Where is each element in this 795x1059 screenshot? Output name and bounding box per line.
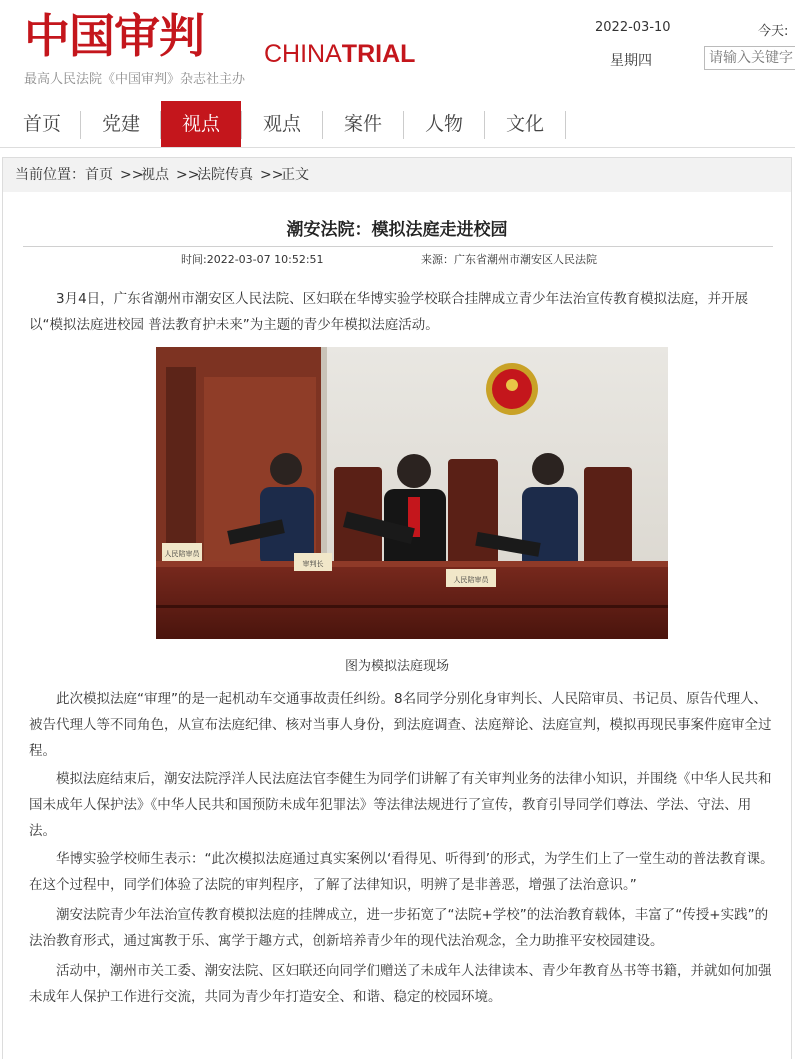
nav-divider: [565, 111, 566, 139]
site-subtitle: 最高人民法院《中国审判》杂志社主办: [24, 72, 246, 87]
article-paragraph: 活动中，潮州市关工委、潮安法院、区妇联还向同学们赠送了未成年人法律读本、青少年教育丛书等书籍，并就如何加强未成年人保护工作进行交流，共同为青少年打造安全、和谐、稳定的校园环境。: [29, 963, 772, 1005]
article-paragraph: 3月4日，广东省潮州市潮安区人民法院、区妇联在华博实验学校联合挂牌成立青少年法治宣传教育模拟法庭，并开展以“模拟法庭进校园 普法教育护未来”为主题的青少年模拟法庭活动。: [29, 291, 749, 333]
breadcrumb-separator: >>: [260, 167, 284, 183]
logo-en-china: CHINA: [264, 40, 342, 68]
breadcrumb-current: 正文: [281, 167, 309, 183]
breadcrumb-separator: >>: [120, 167, 144, 183]
breadcrumb-court-news[interactable]: 法院传真: [197, 167, 253, 183]
article-paragraph: 华博实验学校师生表示：“此次模拟法庭通过真实案例以‘看得见、听得到’的形式，为学生们上了一堂生动的普法教育课。在这个过程中，同学们体验了法院的审判程序，了解了法律知识，明辨了是非善恶，增强了法治意识。”: [29, 851, 774, 893]
nav-item-people[interactable]: 人物: [424, 113, 463, 135]
nav-item-culture[interactable]: 文化: [505, 113, 544, 135]
search-input[interactable]: [704, 46, 795, 70]
today-label: 今天:: [758, 24, 789, 39]
main-nav: [0, 101, 795, 148]
article-time: 时间:2022-03-07 10:52:51: [181, 253, 324, 266]
article-title: 潮安法院：模拟法庭走进校园: [286, 220, 508, 240]
nav-item-party[interactable]: 党建: [101, 113, 140, 135]
nav-item-cases[interactable]: 案件: [343, 113, 382, 135]
nav-item-viewpoint-active[interactable]: 视点: [161, 101, 241, 147]
breadcrumb: [3, 158, 791, 192]
site-logo-english[interactable]: [264, 40, 415, 68]
breadcrumb-home[interactable]: 首页: [85, 167, 113, 183]
name-plate-text: 人民陪审员: [164, 550, 200, 558]
mock-court-photo: [156, 347, 668, 639]
breadcrumb-separator: >>: [176, 167, 200, 183]
name-plate-text: 审判长: [302, 560, 324, 568]
article-paragraph: 模拟法庭结束后，潮安法院浮洋人民法庭法官李健生为同学们讲解了有关审判业务的法律小知识，并围绕《中华人民共和国未成年人保护法》《中华人民共和国预防未成年犯罪法》等法律法规进行了宣传，教育引导同学们尊法、学法、守法、用法。: [29, 771, 772, 839]
site-header: [0, 0, 795, 100]
image-caption: 图为模拟法庭现场: [344, 659, 449, 674]
logo-en-trial: TRIAL: [341, 40, 416, 68]
current-date: 2022-03-10: [595, 20, 671, 35]
article-paragraph: 潮安法院青少年法治宣传教育模拟法庭的挂牌成立，进一步拓宽了“法院+学校”的法治教育载体，丰富了“传授+实践”的法治教育形式，通过寓教于乐、寓学于趣方式，创新培养青少年的现代法治观念，全力助推平安校园建设。: [29, 907, 769, 949]
site-logo[interactable]: 中国审判: [24, 9, 204, 63]
article-paragraph: 此次模拟法庭“审理”的是一起机动车交通事故责任纠纷。8名同学分别化身审判长、人民陪审员、书记员、原告代理人、被告代理人等不同角色，从宣布法庭纪律、核对当事人身份，到法庭调查、法庭辩论、法庭宣判，模拟再现民事案件庭审全过程。: [29, 691, 772, 759]
current-weekday: 星期四: [610, 53, 652, 69]
nav-item-home[interactable]: 首页: [22, 113, 61, 135]
name-plate-text: 人民陪审员: [453, 576, 489, 584]
breadcrumb-label: 当前位置：: [15, 167, 85, 183]
article-container: [2, 157, 792, 1059]
title-divider: [23, 246, 773, 247]
nav-item-opinion[interactable]: 观点: [262, 113, 301, 135]
article-source: 来源：广东省潮州市潮安区人民法院: [421, 253, 597, 266]
breadcrumb-viewpoint[interactable]: 视点: [141, 167, 169, 183]
